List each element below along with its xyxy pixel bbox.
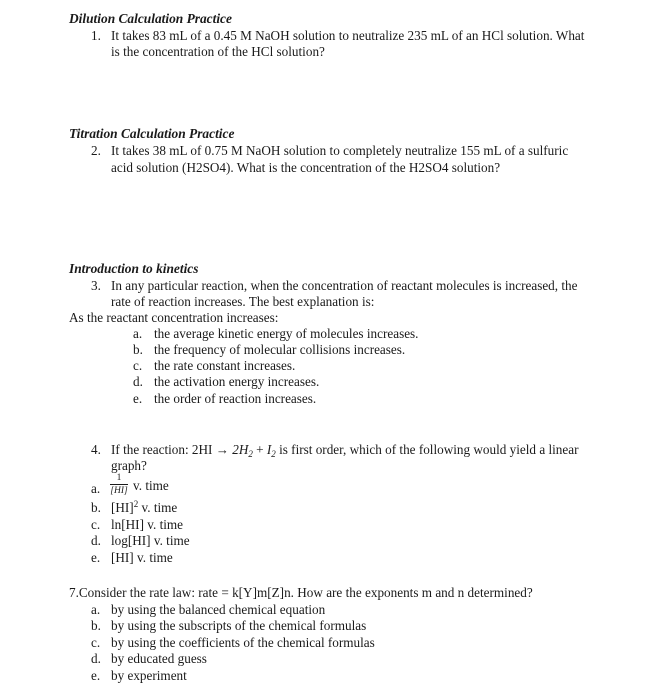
option-text: by using the balanced chemical equation	[111, 602, 326, 617]
option-text: the rate constant increases.	[154, 358, 296, 373]
fraction	[110, 473, 128, 496]
option-text: log[HI] v. time	[111, 533, 190, 548]
option-letter: b.	[133, 342, 143, 357]
option-letter: b.	[91, 500, 101, 515]
kinetics-heading: Introduction to kinetics	[69, 261, 199, 276]
option-text: the activation energy increases.	[154, 374, 320, 389]
option-text: [HI] v. time	[111, 550, 173, 565]
reaction-product: $I_2$	[266, 442, 276, 459]
question-text: It takes 83 mL of a 0.45 M NaOH solution to neutralize 235 mL of an HCl solution. What	[111, 28, 585, 43]
question-text: 7.Consider the rate law: rate = k[Y]m[Z]n. How are the exponents m and n determined?	[69, 585, 533, 600]
option-text: ln[HI] v. time	[111, 517, 184, 532]
option-letter: c.	[91, 635, 101, 650]
option-text: [HI]$^2$ v. time	[111, 499, 178, 515]
question-stem: As the reactant concentration increases:	[69, 310, 279, 325]
question-number: 3.	[91, 278, 101, 293]
question-text: acid solution (H2SO4). What is the concentration of the H2SO4 solution?	[111, 160, 501, 175]
option-letter: c.	[133, 358, 143, 373]
option-letter: d.	[133, 374, 143, 389]
question-text: is the concentration of the HCl solution?	[111, 44, 325, 59]
question-text: It takes 38 mL of 0.75 M NaOH solution to completely neutralize 155 mL of a sulfuric	[111, 143, 569, 158]
option-text: by using the coefficients of the chemical formulas	[111, 635, 375, 650]
reaction-product: $2H_2$	[232, 442, 253, 459]
option-letter: c.	[91, 517, 101, 532]
option-letter: e.	[91, 550, 101, 565]
option-letter: e.	[133, 391, 143, 406]
option-text: the order of reaction increases.	[154, 391, 317, 406]
option-text: the average kinetic energy of molecules increases.	[154, 326, 419, 341]
option-letter: a.	[133, 326, 143, 341]
titration-heading: Titration Calculation Practice	[69, 126, 235, 141]
question-text-suffix: is first order, which of the following would yield a linear	[279, 442, 579, 457]
dilution-heading: Dilution Calculation Practice	[69, 11, 232, 26]
option-text: by using the subscripts of the chemical formulas	[111, 618, 367, 633]
reaction-arrow: →	[215, 442, 229, 457]
question-text: graph?	[111, 458, 147, 473]
question-number: 4.	[91, 442, 101, 457]
option-letter: b.	[91, 618, 101, 633]
fraction-numerator: 1	[110, 473, 128, 485]
option-text: the frequency of molecular collisions increases.	[154, 342, 406, 357]
option-letter: a.	[91, 481, 101, 496]
reaction-plus: +	[256, 442, 264, 457]
question-text: rate of reaction increases. The best explanation is:	[111, 294, 375, 309]
option-letter: d.	[91, 651, 101, 666]
option-letter: a.	[91, 602, 101, 617]
option-letter: d.	[91, 533, 101, 548]
option-text: by experiment	[111, 668, 187, 683]
option-letter: e.	[91, 668, 101, 683]
question-number: 2.	[91, 143, 101, 158]
reaction-reactant: If the reaction: 2HI	[111, 442, 213, 457]
question-number: 1.	[91, 28, 101, 43]
option-text: v. time	[133, 478, 169, 493]
question-text: In any particular reaction, when the concentration of reactant molecules is increased, the	[111, 278, 578, 293]
option-text: by educated guess	[111, 651, 207, 666]
question-text	[111, 442, 579, 458]
fraction-denominator: [HI]	[110, 486, 128, 496]
